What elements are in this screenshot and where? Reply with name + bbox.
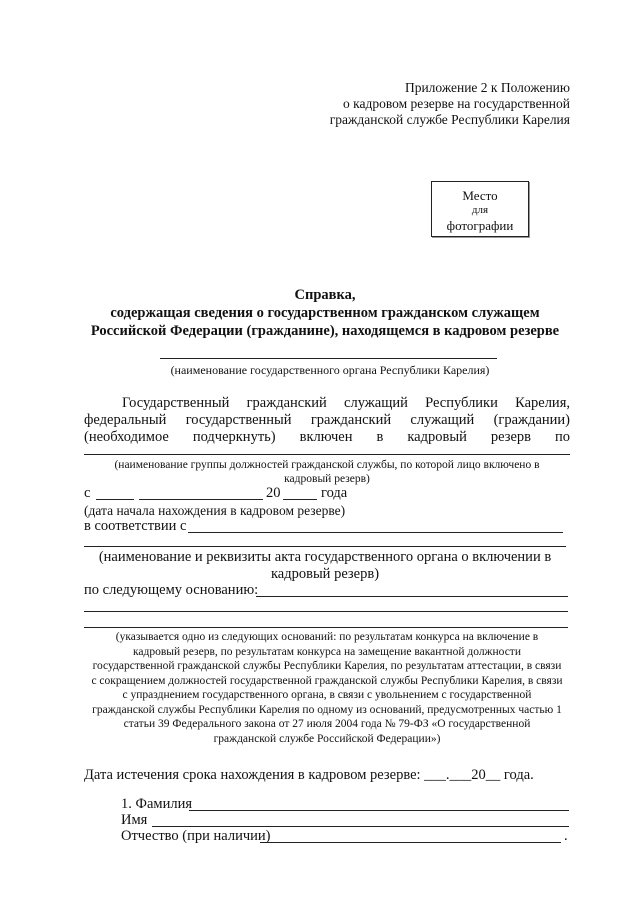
appendix-line-3: гражданской службе Республики Карелия (329, 112, 570, 127)
start-month-input[interactable] (139, 499, 263, 500)
act-caption-line-1: (наименование и реквизиты акта государственного органа о включении в (98, 549, 552, 565)
surname-input[interactable] (189, 810, 569, 811)
statement-word: государственный (185, 412, 292, 428)
statement-word: в (376, 429, 384, 445)
photo-line-3: фотографии (446, 218, 514, 233)
statement-word: по (554, 429, 570, 445)
statement-word: кадровый (407, 429, 467, 445)
statement-word: федеральный (84, 412, 167, 428)
title-line-2: содержащая сведения о государственном гражданском служащем (110, 305, 540, 321)
surname-label: 1. Фамилия (121, 796, 192, 812)
act-input-line[interactable] (84, 546, 566, 547)
accordance-label: в соответствии с (84, 518, 187, 534)
start-day-input[interactable] (96, 499, 134, 500)
basis-input-line-1[interactable] (256, 596, 568, 597)
statement-word: гражданский (246, 395, 327, 411)
statement-line-3 (84, 429, 570, 446)
statement-word: Государственный (122, 395, 230, 411)
statement-word: (граждании) (493, 412, 570, 428)
patronymic-label: Отчество (при наличии) (121, 828, 271, 844)
group-input-line[interactable] (84, 454, 570, 455)
basis-caption (80, 630, 574, 746)
photo-line-1: Место (462, 188, 498, 203)
group-caption-line-1: (наименование группы должностей гражданской службы, по которой лицо включено в (114, 459, 540, 471)
statement-word: Карелия, (515, 395, 570, 411)
statement-word: (необходимое (84, 429, 169, 445)
accordance-input-line[interactable] (188, 532, 563, 533)
basis-caption-line: с упразднением государственного органа, в связи с увольнением с государственной (122, 689, 532, 701)
statement-line-2 (84, 412, 570, 429)
appendix-line-2: о кадровом резерве на государственной (343, 96, 570, 111)
start-date-prefix: с (84, 485, 91, 501)
appendix-header (330, 80, 570, 128)
act-caption-line-2: кадровый резерв) (270, 566, 380, 582)
start-date-caption: (дата начала нахождения в кадровом резерве) (84, 503, 346, 518)
statement-word: гражданский (310, 412, 392, 428)
appendix-line-1: Приложение 2 к Положению (404, 80, 570, 95)
basis-label: по следующему основанию: (84, 582, 259, 598)
basis-caption-line: гражданской службы Республики Карелия по одному из оснований, предусмотренных частью 1 (92, 703, 562, 716)
statement-word: включен (299, 429, 353, 445)
statement-word: подчеркнуть) (192, 429, 276, 445)
organ-caption: (наименование государственного органа Республики Карелия) (170, 363, 490, 377)
basis-input-line-3[interactable] (84, 627, 568, 628)
title-line-1: Справка, (294, 287, 356, 303)
act-caption (84, 549, 566, 583)
statement-word: резерв (490, 429, 531, 445)
start-year-input[interactable] (283, 499, 317, 500)
statement-word: служащий (410, 412, 475, 428)
statement-word: служащий (344, 395, 408, 411)
group-caption-line-2: кадровый резерв) (284, 473, 370, 485)
basis-caption-line: с сокращением должностей государственной гражданской службы Республики Карелия, в связи (91, 674, 563, 687)
statement-paragraph (84, 395, 570, 446)
name-label: Имя (121, 812, 148, 828)
patronymic-end-mark: . (564, 828, 568, 844)
start-year-suffix: года (321, 485, 348, 501)
basis-input-line-2[interactable] (84, 611, 568, 612)
basis-caption-line: (указывается одно из следующих оснований: по результатам конкурса на включение в (115, 631, 539, 643)
title-line-3: Российской Федерации (гражданине), находящемся в кадровом резерве (90, 323, 560, 339)
document-title (80, 286, 570, 340)
photo-line-2: для (471, 204, 489, 216)
patronymic-input[interactable] (260, 842, 561, 843)
basis-caption-line: государственной гражданской службы Республики Карелия, по результатам аттестации, в связи (92, 660, 562, 672)
group-caption (84, 458, 570, 486)
statement-line-1 (84, 395, 570, 412)
organ-input-line[interactable] (160, 358, 497, 359)
expiry-date-line[interactable]: Дата истечения срока нахождения в кадровом резерве: ___.___20__ года. (84, 767, 534, 783)
statement-word: Республики (425, 395, 498, 411)
basis-caption-line: гражданской службе Российской Федерации») (213, 732, 441, 745)
name-input[interactable] (152, 826, 569, 827)
basis-caption-line: кадровый резерв, по результатам конкурса на замещение вакантной должности (133, 645, 521, 658)
start-year-prefix: 20 (266, 485, 281, 501)
basis-caption-line: статьи 39 Федерального закона от 27 июля 2004 года № 79-ФЗ «О государственной (123, 718, 531, 730)
photo-placeholder (431, 181, 529, 237)
